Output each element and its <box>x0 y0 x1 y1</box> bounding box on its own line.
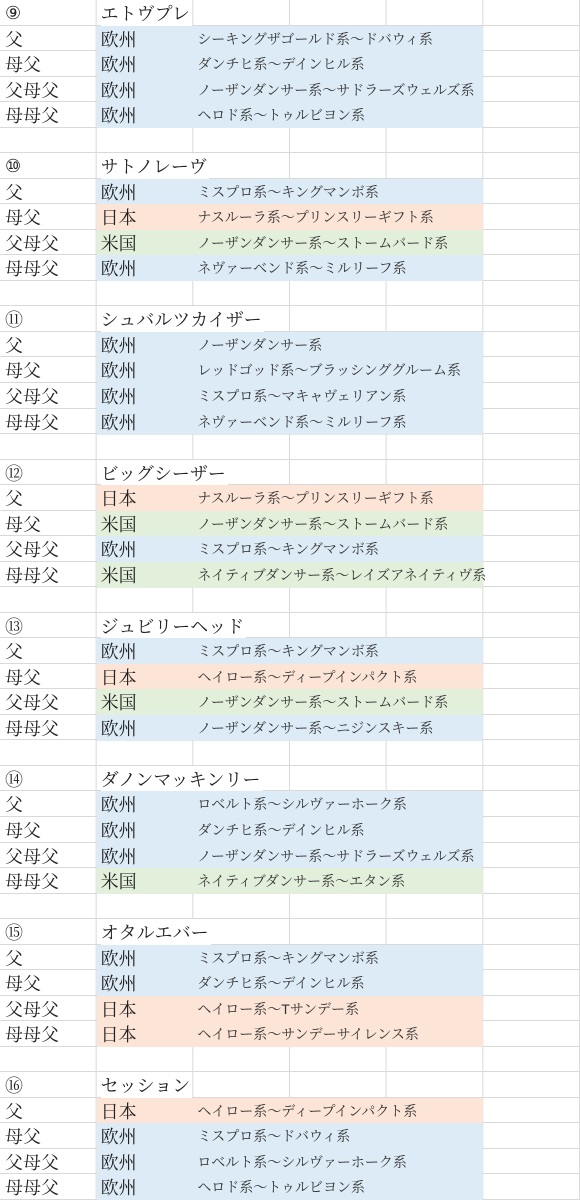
region-band[interactable] <box>97 1021 484 1047</box>
relation-label: 父 <box>5 489 23 510</box>
horse-number-cell[interactable] <box>0 1072 97 1098</box>
region-label: 欧州 <box>100 846 137 867</box>
lineage-text: ネヴァーベンド系～ミルリーフ系 <box>197 260 407 277</box>
relation-label: 母父 <box>5 974 41 995</box>
pedigree-row <box>0 1021 580 1047</box>
pedigree-row <box>0 638 580 664</box>
pedigree-row <box>0 562 580 588</box>
relation-label: 父母父 <box>5 999 59 1020</box>
horse-number-cell[interactable] <box>0 919 97 945</box>
lineage-text: ミスプロ系～ドバウィ系 <box>197 1128 351 1145</box>
region-band[interactable] <box>97 817 484 843</box>
region-band[interactable] <box>97 715 484 741</box>
region-band[interactable] <box>97 332 484 358</box>
region-band[interactable] <box>97 1149 484 1175</box>
horse-header-row <box>0 766 580 792</box>
region-label: 欧州 <box>100 540 137 561</box>
relation-label-cell[interactable] <box>0 536 97 562</box>
pedigree-row <box>0 204 580 230</box>
region-band[interactable] <box>97 562 487 588</box>
pedigree-row <box>0 868 580 894</box>
region-label: 米国 <box>100 693 137 714</box>
region-label: 米国 <box>100 872 137 893</box>
blank-row[interactable] <box>0 740 580 766</box>
relation-label-cell[interactable] <box>0 996 97 1022</box>
relation-label-cell[interactable] <box>0 357 97 383</box>
horse-name-cell[interactable] <box>97 919 209 945</box>
horse-header-row <box>0 153 580 179</box>
region-band[interactable] <box>97 945 484 971</box>
region-label: 欧州 <box>100 259 137 280</box>
relation-label-cell[interactable] <box>0 409 97 435</box>
pedigree-row <box>0 409 580 435</box>
lineage-text: シーキングザゴールド系～ドバウィ系 <box>197 30 433 47</box>
relation-label: 母父 <box>5 55 41 76</box>
horse-name: ジュビリーヘッド <box>101 613 247 639</box>
relation-label: 母父 <box>5 361 41 382</box>
region-band[interactable] <box>97 26 484 52</box>
region-label: 米国 <box>100 514 137 535</box>
blank-row[interactable] <box>0 434 580 460</box>
blank-row[interactable] <box>0 281 580 307</box>
lineage-text: ノーザンダンサー系～サドラーズウェルズ系 <box>197 81 475 98</box>
horse-name: ビッグシーザー <box>101 460 228 486</box>
region-band[interactable] <box>97 689 484 715</box>
pedigree-row <box>0 536 580 562</box>
region-label: 欧州 <box>100 642 137 663</box>
horse-name-cell[interactable] <box>97 613 245 639</box>
pedigree-row <box>0 179 580 205</box>
horse-name: エトヴプレ <box>101 0 192 26</box>
pedigree-row <box>0 1149 580 1175</box>
pedigree-row <box>0 511 580 537</box>
horse-header-row <box>0 613 580 639</box>
region-label: 日本 <box>100 1101 137 1122</box>
lineage-text: ナスルーラ系～プリンスリーギフト系 <box>197 209 434 226</box>
relation-label-cell[interactable] <box>0 1123 97 1149</box>
lineage-text: ノーザンダンサー系～ニジンスキー系 <box>197 719 434 736</box>
relation-label: 父 <box>5 795 23 816</box>
region-band[interactable] <box>97 664 484 690</box>
lineage-text: ダンチヒ系～デインヒル系 <box>197 975 365 992</box>
region-label: 欧州 <box>100 1178 137 1199</box>
region-band[interactable] <box>97 230 484 256</box>
lineage-text: ノーザンダンサー系～ストームバード系 <box>197 515 449 532</box>
horse-number: ⑨ <box>5 2 22 23</box>
pedigree-row <box>0 664 580 690</box>
relation-label-cell[interactable] <box>0 383 97 409</box>
relation-label-cell[interactable] <box>0 332 97 358</box>
region-band[interactable] <box>97 255 484 281</box>
lineage-text: ヘイロー系～ディープインパクト系 <box>197 668 418 685</box>
relation-label-cell[interactable] <box>0 26 97 52</box>
relation-label-cell[interactable] <box>0 715 97 741</box>
lineage-text: ノーザンダンサー系～ストームバード系 <box>197 234 449 251</box>
horse-name: サトノレーヴ <box>101 153 209 179</box>
region-label: 米国 <box>100 233 137 254</box>
region-label: 欧州 <box>100 821 137 841</box>
region-label: 欧州 <box>100 412 137 433</box>
lineage-text: ネイティブダンサー系～エタン系 <box>197 873 406 890</box>
horse-name-cell[interactable] <box>97 0 194 26</box>
lineage-text: ヘイロー系～ディープインパクト系 <box>197 1102 418 1119</box>
region-band[interactable] <box>97 179 484 205</box>
region-band[interactable] <box>97 409 484 435</box>
lineage-text: ロベルト系～シルヴァーホーク系 <box>197 796 407 813</box>
relation-label-cell[interactable] <box>0 843 97 869</box>
region-label: 欧州 <box>100 55 137 76</box>
region-label: 欧州 <box>100 29 137 50</box>
lineage-text: ミスプロ系～キングマンボ系 <box>197 643 379 660</box>
relation-label: 父 <box>5 335 23 356</box>
region-band[interactable] <box>97 357 484 383</box>
relation-label-cell[interactable] <box>0 485 97 511</box>
relation-label: 母父 <box>5 667 41 688</box>
horse-number-cell[interactable] <box>0 153 97 179</box>
region-label: 欧州 <box>100 80 137 101</box>
region-label: 欧州 <box>100 948 137 969</box>
region-band[interactable] <box>97 485 484 511</box>
region-label: 欧州 <box>100 361 137 382</box>
region-label: 欧州 <box>100 182 137 203</box>
horse-number: ⑫ <box>5 463 23 484</box>
lineage-text: レッドゴッド系～ブラッシンググルーム系 <box>197 362 462 379</box>
horse-name: オタルエバー <box>101 919 211 945</box>
region-label: 欧州 <box>100 974 137 995</box>
lineage-text: ナスルーラ系～プリンスリーギフト系 <box>197 490 434 507</box>
horse-number: ⑬ <box>5 616 23 637</box>
pedigree-row <box>0 1098 580 1124</box>
relation-label-cell[interactable] <box>0 945 97 971</box>
relation-label-cell[interactable] <box>0 1098 97 1124</box>
region-band[interactable] <box>97 970 484 996</box>
horse-name-cell[interactable] <box>97 1072 194 1098</box>
horse-name: セッション <box>101 1072 193 1098</box>
relation-label-cell[interactable] <box>0 511 97 537</box>
relation-label: 父母父 <box>5 1152 59 1173</box>
region-label: 日本 <box>100 208 137 229</box>
horse-number-cell[interactable] <box>0 0 97 26</box>
pedigree-row <box>0 485 580 511</box>
pedigree-row <box>0 715 580 741</box>
relation-label: 母父 <box>5 208 41 229</box>
lineage-text: ミスプロ系～マキャヴェリアン系 <box>197 387 407 404</box>
relation-label: 父 <box>5 948 23 969</box>
horse-number: ⑭ <box>5 769 23 790</box>
region-label: 欧州 <box>100 335 137 356</box>
region-label: 欧州 <box>100 718 137 739</box>
horse-header-row <box>0 0 580 26</box>
region-band[interactable] <box>97 1123 484 1149</box>
lineage-text: ヘロド系～トゥルビヨン系 <box>197 107 365 124</box>
horse-number: ⑯ <box>5 1076 23 1097</box>
region-band[interactable] <box>97 511 484 537</box>
relation-label: 母父 <box>5 821 41 841</box>
horse-name-cell[interactable] <box>97 306 262 332</box>
pedigree-row <box>0 970 580 996</box>
pedigree-row <box>0 255 580 281</box>
relation-label-cell[interactable] <box>0 638 97 664</box>
horse-name: シュバルツカイザー <box>101 306 264 332</box>
lineage-text: ミスプロ系～キングマンボ系 <box>197 183 379 200</box>
relation-label-cell[interactable] <box>0 77 97 103</box>
relation-label-cell[interactable] <box>0 51 97 77</box>
lineage-text: ヘイロー系～サンデーサイレンス系 <box>197 1026 419 1043</box>
relation-label: 父母父 <box>5 386 59 407</box>
horse-name-cell[interactable] <box>97 153 207 179</box>
region-band[interactable] <box>97 536 484 562</box>
relation-label-cell[interactable] <box>0 230 97 256</box>
lineage-text: ミスプロ系～キングマンボ系 <box>197 541 379 558</box>
relation-label: 母母父 <box>5 259 59 280</box>
relation-label-cell[interactable] <box>0 179 97 205</box>
relation-label-cell[interactable] <box>0 817 97 843</box>
pedigree-row <box>0 230 580 256</box>
lineage-text: ノーザンダンサー系～ストームバード系 <box>197 694 449 711</box>
pedigree-row <box>0 1123 580 1149</box>
horse-number-cell[interactable] <box>0 306 97 332</box>
relation-label: 母父 <box>5 514 41 535</box>
relation-label: 母母父 <box>5 718 59 739</box>
relation-label: 父母父 <box>5 233 59 254</box>
horse-number: ⑪ <box>5 310 23 331</box>
horse-name-cell[interactable] <box>97 766 261 792</box>
horse-header-row <box>0 460 580 486</box>
relation-label: 父母父 <box>5 540 59 561</box>
relation-label-cell[interactable] <box>0 102 97 128</box>
relation-label-cell[interactable] <box>0 970 97 996</box>
relation-label-cell[interactable] <box>0 255 97 281</box>
lineage-text: ノーザンダンサー系 <box>197 336 323 353</box>
region-label: 欧州 <box>100 1152 137 1173</box>
region-label: 欧州 <box>100 795 137 816</box>
pedigree-row <box>0 843 580 869</box>
pedigree-row <box>0 817 580 843</box>
region-label: 欧州 <box>100 106 137 127</box>
relation-label: 父 <box>5 642 23 663</box>
relation-label: 父母父 <box>5 846 59 867</box>
relation-label-cell[interactable] <box>0 868 97 894</box>
relation-label: 父 <box>5 1101 23 1122</box>
region-band[interactable] <box>97 1098 484 1124</box>
horse-number: ⑮ <box>5 923 23 944</box>
relation-label-cell[interactable] <box>0 204 97 230</box>
relation-label-cell[interactable] <box>0 1149 97 1175</box>
pedigree-row <box>0 77 580 103</box>
pedigree-row <box>0 689 580 715</box>
lineage-text: ダンチヒ系～デインヒル系 <box>197 822 365 838</box>
region-label: 米国 <box>100 565 137 586</box>
lineage-text: ロベルト系～シルヴァーホーク系 <box>197 1153 407 1170</box>
pedigree-row <box>0 102 580 128</box>
relation-label-cell[interactable] <box>0 1174 97 1200</box>
relation-label: 父母父 <box>5 693 59 714</box>
pedigree-row <box>0 26 580 52</box>
region-band[interactable] <box>97 843 484 869</box>
blank-row[interactable] <box>0 1047 580 1073</box>
region-label: 日本 <box>100 1025 137 1046</box>
region-band[interactable] <box>97 1174 484 1200</box>
lineage-text: ダンチヒ系～デインヒル系 <box>197 56 365 73</box>
horse-number-cell[interactable] <box>0 460 97 486</box>
horse-header-row <box>0 919 580 945</box>
horse-number: ⑩ <box>5 155 22 176</box>
pedigree-row <box>0 945 580 971</box>
pedigree-row <box>0 332 580 358</box>
region-label: 日本 <box>100 667 137 688</box>
relation-label: 父母父 <box>5 80 59 101</box>
pedigree-row <box>0 383 580 409</box>
relation-label: 母父 <box>5 1127 41 1148</box>
relation-label-cell[interactable] <box>0 1021 97 1047</box>
region-band[interactable] <box>97 204 484 230</box>
region-band[interactable] <box>97 868 484 894</box>
relation-label: 母母父 <box>5 106 59 127</box>
horse-name-cell[interactable] <box>97 460 226 486</box>
pedigree-row <box>0 1174 580 1200</box>
lineage-text: ミスプロ系～キングマンボ系 <box>197 949 379 966</box>
lineage-text: ネイティブダンサー系～レイズアネイティヴ系 <box>197 566 487 583</box>
region-band[interactable] <box>97 638 484 664</box>
pedigree-row <box>0 51 580 77</box>
region-label: 欧州 <box>100 386 137 407</box>
horse-number-cell[interactable] <box>0 613 97 639</box>
relation-label: 母母父 <box>5 412 59 433</box>
horse-number-cell[interactable] <box>0 766 97 792</box>
region-band[interactable] <box>97 383 484 409</box>
relation-label-cell[interactable] <box>0 562 97 588</box>
relation-label: 母母父 <box>5 1178 59 1199</box>
horse-header-row <box>0 306 580 332</box>
relation-label: 母母父 <box>5 565 59 586</box>
region-band[interactable] <box>97 51 484 77</box>
region-band[interactable] <box>97 996 484 1022</box>
relation-label-cell[interactable] <box>0 689 97 715</box>
relation-label: 母母父 <box>5 872 59 893</box>
lineage-text: ネヴァーベンド系～ミルリーフ系 <box>197 413 407 430</box>
relation-label-cell[interactable] <box>0 664 97 690</box>
region-band[interactable] <box>97 77 484 103</box>
blank-row[interactable] <box>0 894 580 920</box>
relation-label: 父 <box>5 29 23 50</box>
region-label: 欧州 <box>100 1127 137 1148</box>
region-label: 日本 <box>100 489 137 510</box>
region-band[interactable] <box>97 791 484 817</box>
horse-name: ダノンマッキンリー <box>101 766 263 792</box>
blank-row[interactable] <box>0 128 580 154</box>
horse-header-row <box>0 1072 580 1098</box>
region-label: 日本 <box>100 999 137 1020</box>
relation-label: 母母父 <box>5 1025 59 1046</box>
lineage-text: ヘイロー系～Tサンデー系 <box>197 1000 360 1017</box>
relation-label: 父 <box>5 182 23 203</box>
pedigree-row <box>0 357 580 383</box>
region-band[interactable] <box>97 102 484 128</box>
pedigree-row <box>0 791 580 817</box>
relation-label-cell[interactable] <box>0 791 97 817</box>
lineage-text: ノーザンダンサー系～サドラーズウェルズ系 <box>197 847 475 864</box>
lineage-text: ヘロド系～トゥルビヨン系 <box>197 1179 365 1196</box>
pedigree-row <box>0 996 580 1022</box>
blank-row[interactable] <box>0 587 580 613</box>
